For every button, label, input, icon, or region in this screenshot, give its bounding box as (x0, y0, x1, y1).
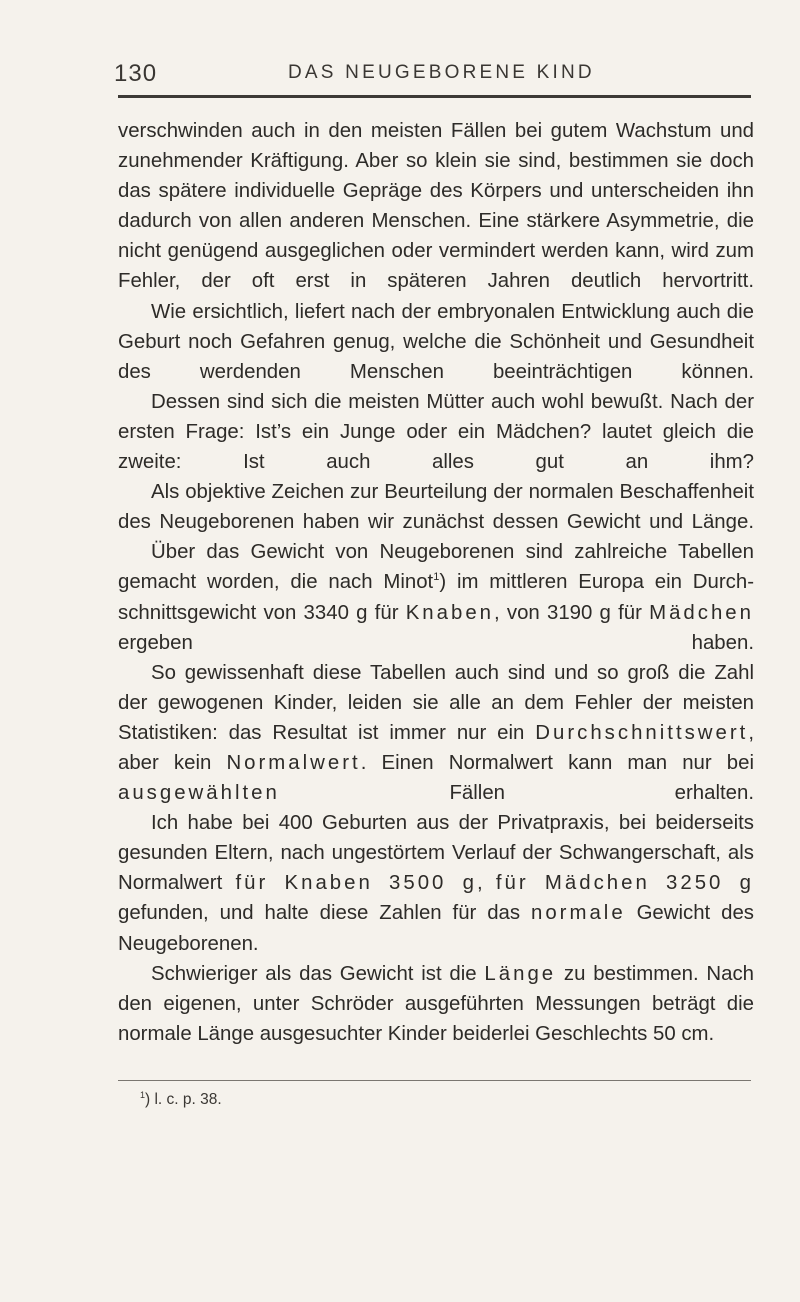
emphasis-maedchen: Mädchen (649, 601, 754, 624)
paragraph-2: Wie ersichtlich, liefert nach der embryonalen Entwicklung auch die Geburt noch Gefahren genug, welche die Schönheit und Gesundheit des werdenden Menschen beeinträchtigen können. (118, 300, 754, 383)
text-run: Ich habe bei 400 Geburten aus der Privatpraxis, bei beiderseits gesunden Eltern, nach ungestörtem Verlauf der Schwangerschaft, als Normalwert (118, 812, 754, 895)
emphasis-durchschnittswert: Durchschnittswert (535, 721, 749, 744)
paragraph-6 (118, 658, 754, 808)
emphasis-laenge: Länge (484, 962, 557, 985)
text-run: , aber kein (118, 721, 754, 774)
body-text (118, 116, 754, 1049)
paragraph-8 (118, 959, 754, 1049)
paragraph-3: Dessen sind sich die meisten Mütter auch wohl bewußt. Nach der ersten Frage: Ist’s ein Junge oder ein Mädchen? lautet gleich die zweite: Ist auch alles gut an ihm? (118, 390, 754, 474)
text-run: Schwieriger als das Gewicht ist die (151, 962, 485, 985)
paragraph-1: verschwinden auch in den meisten Fällen bei gutem Wachstum und zunehmender Kräftigung. Aber so klein sie sind, bestimmen sie doch das spätere individuelle Gepräge des Körpers und unterscheiden ihn dadurch von allen anderen Menschen. Eine stärkere Asymmetrie, die nicht genügend ausgeglichen oder vermindert werden kann, wird zum Fehler, der oft erst in späteren Jahren deutlich hervortritt. (118, 120, 754, 293)
page-number: 130 (114, 60, 158, 87)
paragraph-5 (118, 537, 754, 657)
text-run: ergeben haben. (118, 631, 754, 654)
emphasis-maedchen-weight: für Mädchen 3250 g (495, 872, 754, 895)
text-run: Fällen erhalten. (279, 782, 754, 805)
text-run: zu bestimmen. Nach den eigenen, unter Schröder ausgeführten Messungen beträgt die normale Länge ausgesuchter Kinder beiderlei Geschlechts 50 cm. (118, 962, 754, 1045)
text-run: gefunden, und halte diese Zahlen für das (118, 902, 531, 925)
text-run: , von 3190 g für (494, 601, 650, 624)
text-run: Gewicht des Neugeborenen. (118, 902, 754, 955)
text-run: Über das Gewicht von Neugeborenen sind zahlreiche Tabellen gemacht worden, die nach Minot (118, 541, 754, 594)
footnote-marker: 1 (140, 1090, 146, 1100)
header-rule (118, 95, 751, 98)
running-title: DAS NEUGEBORENE KIND (288, 62, 595, 83)
emphasis-normalwert: Normalwert (226, 751, 361, 774)
text-run: . Einen Normalwert kann man nur bei (360, 751, 754, 774)
text-run: So gewissenhaft diese Tabellen auch sind und so groß die Zahl der gewogenen Kinder, leiden sie alle an dem Fehler der meisten Statistiken: das Resultat ist immer nur ein (118, 661, 754, 744)
footnote-rule (118, 1080, 751, 1081)
emphasis-knaben: Knaben (405, 601, 495, 624)
emphasis-ausgewaehlten: ausgewählten (118, 782, 280, 805)
text-run: , (476, 872, 496, 895)
footnote-text: ) l. c. p. 38. (145, 1091, 222, 1108)
footnote (140, 1091, 222, 1109)
text-run: ) im mittleren Europa ein Durchschnittsgewicht von 3340 g für (118, 571, 754, 624)
emphasis-normale: normale (531, 902, 626, 925)
paragraph-7 (118, 808, 754, 958)
emphasis-knaben-weight: für Knaben 3500 g (235, 872, 477, 895)
paragraph-4: Als objektive Zeichen zur Beurteilung der normalen Beschaffenheit des Neugeborenen haben wir zunächst dessen Gewicht und Länge. (118, 481, 754, 534)
footnote-reference: 1 (433, 571, 440, 584)
